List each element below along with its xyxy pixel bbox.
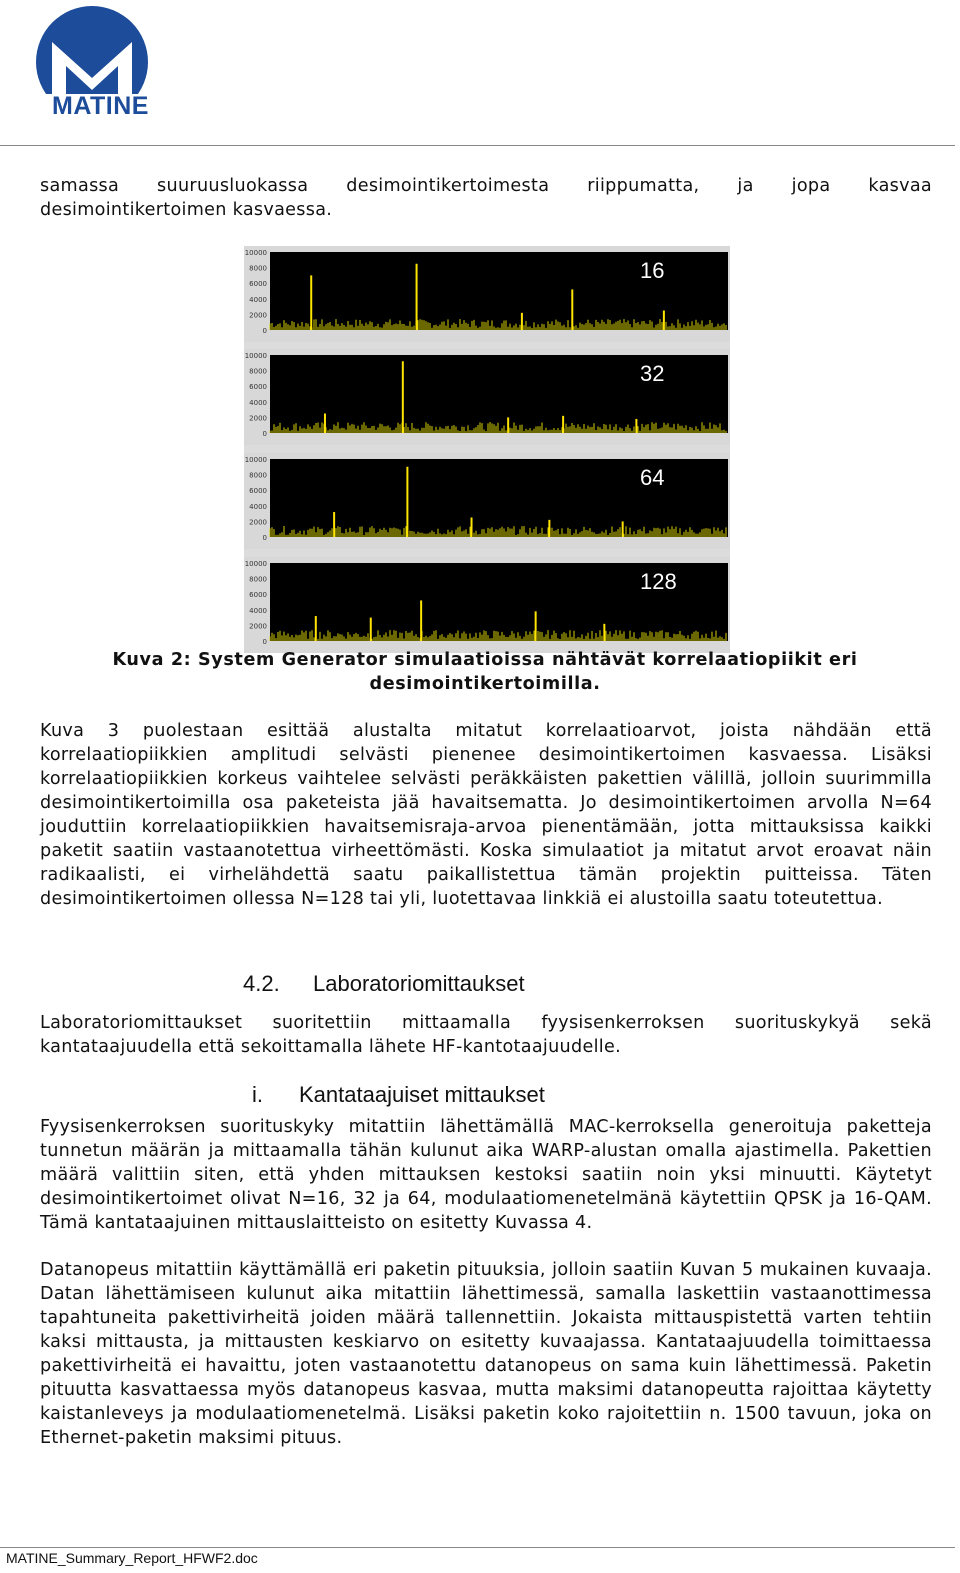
y-tick-label: 10000 bbox=[244, 560, 267, 568]
correlation-figure bbox=[244, 246, 730, 644]
y-tick-label: 8000 bbox=[249, 471, 267, 480]
section-title: Laboratoriomittaukset bbox=[313, 971, 525, 996]
y-tick-label: 0 bbox=[262, 327, 267, 335]
y-tick-label: 0 bbox=[262, 430, 267, 438]
correlation-panel-16 bbox=[244, 246, 730, 342]
subsection-number: i. bbox=[252, 1082, 263, 1107]
correlation-panel-128 bbox=[244, 557, 730, 653]
y-tick-label: 2000 bbox=[249, 518, 267, 527]
y-tick-label: 6000 bbox=[249, 487, 267, 496]
y-tick-label: 6000 bbox=[249, 383, 267, 392]
decimation-label: 64 bbox=[640, 465, 665, 490]
section-number: 4.2. bbox=[243, 971, 280, 996]
footer-filename: MATINE_Summary_Report_HFWF2.doc bbox=[6, 1550, 258, 1566]
y-tick-label: 10000 bbox=[244, 249, 267, 257]
y-tick-label: 6000 bbox=[249, 280, 267, 289]
y-tick-label: 8000 bbox=[249, 575, 267, 584]
y-tick-label: 0 bbox=[262, 638, 267, 646]
decimation-label: 32 bbox=[640, 361, 665, 386]
y-tick-label: 6000 bbox=[249, 591, 267, 600]
y-tick-label: 10000 bbox=[244, 352, 267, 360]
subsection-title: Kantataajuiset mittaukset bbox=[299, 1082, 545, 1107]
y-tick-label: 2000 bbox=[249, 414, 267, 423]
decimation-label: 128 bbox=[640, 569, 677, 594]
paragraph-intro: samassa suuruusluokassa desimointikertoimesta riippumatta, ja jopa kasvaa desimointikertoimen kasvaessa. bbox=[40, 176, 932, 220]
y-tick-label: 8000 bbox=[249, 264, 267, 273]
y-tick-label: 8000 bbox=[249, 367, 267, 376]
y-tick-label: 4000 bbox=[249, 606, 267, 615]
paragraph-measurements: Kuva 3 puolestaan esittää alustalta mitatut korrelaatioarvot, joista nähdään että korrelaatiopiikkien amplitudi selvästi pienenee desimointikertoimen kasvaessa. Lisäksi korrelaatiopiikkien korkeus vaihtelee selvästi peräkkäisten pakettien välillä, jolloin suurimmilla desimointikertoimilla osa paketeista jää havaitsematta. Jo desimointikertoimen arvolla N=64 jouduttiin korrelaatiopiikkien havaitsemisraja-arvoa pienentämään, jotta mittauksissa kaikki paketit saatiin vastaanotettua virheettömästi. Koska simulaatiot ja mitatut arvot eroavat näin radikaalisti, ei virhelähdettä saatu paikallistettua tämän projektin puitteissa. Täten desimointikertoimen ollessa N=128 tai yli, luotettavaa linkkiä ei alustoilla saatu toteutettua. bbox=[40, 721, 932, 909]
y-tick-label: 2000 bbox=[249, 311, 267, 320]
correlation-panel-32 bbox=[244, 349, 730, 445]
paragraph-datarate: Datanopeus mitattiin käyttämällä eri paketin pituuksia, jolloin saatiin Kuvan 5 mukainen kuvaaja. Datan lähettämiseen kulunut aika mitattiin lähettimessä, samalla laskettiin vastaanottimessa tapahtuneita pakettivirheitä joiden määrä tallennettiin. Jokaista mittauspistettä varten tehtiin kaksi mittausta, ja mittausten keskiarvo on esitetty kuvaajassa. Kantataajuudella toimittaessa pakettivirheitä ei havaittu, joten vastaanotettu datanopeus on sama kuin lähettimessä. Paketin pituutta kasvattaessa myös datanopeus kasvaa, mutta maksimi datanopeutta rajoittaa käytetty kaistanleveys ja modulaatiomenetelmä. Lisäksi paketin koko rajoitettiin n. 1500 tavuun, joka on Ethernet-paketin maksimi pituus. bbox=[40, 1260, 932, 1448]
footer-divider bbox=[0, 1547, 955, 1548]
y-tick-label: 2000 bbox=[249, 622, 267, 631]
y-tick-label: 10000 bbox=[244, 456, 267, 464]
paragraph-lab: Laboratoriomittaukset suoritettiin mittaamalla fyysisenkerroksen suorituskykyä sekä kantataajuudella että sekoittamalla lähete HF-kantotaajuudelle. bbox=[40, 1013, 932, 1057]
paragraph-baseband: Fyysisenkerroksen suorituskyky mitattiin lähettämällä MAC-kerroksella generoituja paketteja tunnetun määrän ja mittaamalla tähän kulunut aika WARP-alustan omalla ajastimella. Pakettien määrä valittiin siten, että yhden mittauksen kestoksi saatiin noin yksi minuutti. Käytetyt desimointikertoimet olivat N=16, 32 ja 64, modulaatiomenetelmänä käytettiin QPSK ja 16-QAM. Tämä kantataajuinen mittauslaitteisto on esitetty Kuvassa 4. bbox=[40, 1117, 932, 1233]
y-tick-label: 4000 bbox=[249, 398, 267, 407]
header-divider bbox=[0, 145, 955, 146]
figure-caption: Kuva 2: System Generator simulaatioissa nähtävät korrelaatiopiikit eri desimointikertoimilla. bbox=[112, 650, 858, 694]
correlation-panel-64 bbox=[244, 453, 730, 549]
logo-text: MATINE bbox=[52, 92, 149, 120]
matine-logo bbox=[22, 2, 162, 124]
y-tick-label: 0 bbox=[262, 534, 267, 542]
decimation-label: 16 bbox=[640, 258, 665, 283]
y-tick-label: 4000 bbox=[249, 502, 267, 511]
y-tick-label: 4000 bbox=[249, 295, 267, 304]
